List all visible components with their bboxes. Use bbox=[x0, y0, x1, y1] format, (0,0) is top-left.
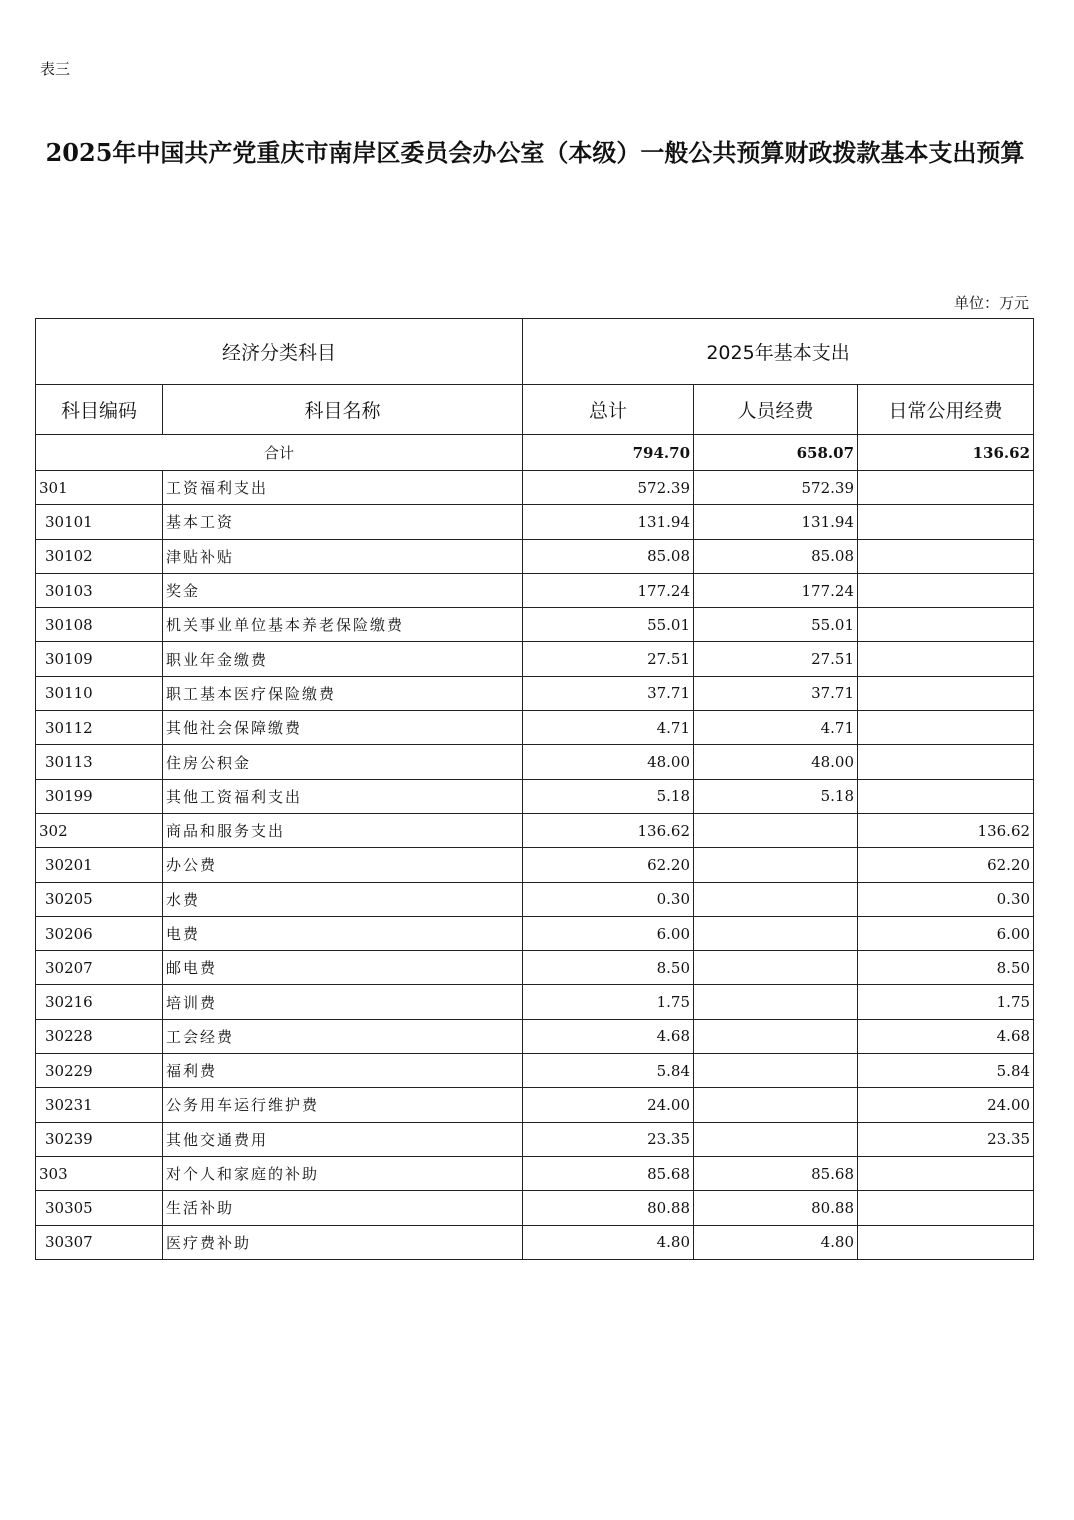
row-name-cell: 津贴补贴 bbox=[163, 539, 523, 573]
row-name-cell: 其他工资福利支出 bbox=[163, 779, 523, 813]
row-code-cell: 30199 bbox=[36, 779, 163, 813]
row-name-cell: 住房公积金 bbox=[163, 745, 523, 779]
row-personnel-cell bbox=[694, 1122, 858, 1156]
header-code: 科目编码 bbox=[36, 385, 163, 435]
row-code-cell: 30305 bbox=[36, 1191, 163, 1225]
row-personnel-cell: 572.39 bbox=[694, 471, 858, 505]
row-personnel-cell: 4.80 bbox=[694, 1225, 858, 1259]
table-row bbox=[36, 813, 1034, 847]
row-public-cell bbox=[858, 711, 1034, 745]
row-name-cell: 生活补助 bbox=[163, 1191, 523, 1225]
row-total-cell: 27.51 bbox=[523, 642, 694, 676]
row-personnel-cell: 85.68 bbox=[694, 1156, 858, 1190]
row-public-cell: 23.35 bbox=[858, 1122, 1034, 1156]
row-name-cell: 邮电费 bbox=[163, 951, 523, 985]
row-code-cell: 30201 bbox=[36, 848, 163, 882]
row-total-cell: 0.30 bbox=[523, 882, 694, 916]
row-total-cell: 85.08 bbox=[523, 539, 694, 573]
total-row bbox=[36, 435, 1034, 471]
row-public-cell bbox=[858, 1191, 1034, 1225]
row-code-cell: 301 bbox=[36, 471, 163, 505]
row-name-cell: 职工基本医疗保险缴费 bbox=[163, 676, 523, 710]
row-personnel-cell bbox=[694, 1054, 858, 1088]
row-code-cell: 30110 bbox=[36, 676, 163, 710]
table-row bbox=[36, 1225, 1034, 1259]
row-name-cell: 其他社会保障缴费 bbox=[163, 711, 523, 745]
row-public-cell: 4.68 bbox=[858, 1019, 1034, 1053]
header-group-row bbox=[36, 319, 1034, 385]
table-label: 表三 bbox=[40, 60, 71, 78]
row-public-cell: 5.84 bbox=[858, 1054, 1034, 1088]
row-code-cell: 30112 bbox=[36, 711, 163, 745]
table-row bbox=[36, 1088, 1034, 1122]
row-total-cell: 55.01 bbox=[523, 608, 694, 642]
row-code-cell: 302 bbox=[36, 813, 163, 847]
row-personnel-cell: 177.24 bbox=[694, 573, 858, 607]
row-public-cell bbox=[858, 676, 1034, 710]
row-public-cell: 8.50 bbox=[858, 951, 1034, 985]
row-total-cell: 572.39 bbox=[523, 471, 694, 505]
row-public-cell: 0.30 bbox=[858, 882, 1034, 916]
row-public-cell bbox=[858, 573, 1034, 607]
table-row bbox=[36, 745, 1034, 779]
unit-label: 单位：万元 bbox=[953, 294, 1029, 312]
row-name-cell: 工资福利支出 bbox=[163, 471, 523, 505]
header-personnel: 人员经费 bbox=[694, 385, 858, 435]
row-total-cell: 62.20 bbox=[523, 848, 694, 882]
table-row bbox=[36, 608, 1034, 642]
row-code-cell: 30207 bbox=[36, 951, 163, 985]
row-code-cell: 30228 bbox=[36, 1019, 163, 1053]
row-code-cell: 30206 bbox=[36, 916, 163, 950]
row-name-cell: 水费 bbox=[163, 882, 523, 916]
row-public-cell: 62.20 bbox=[858, 848, 1034, 882]
row-total-cell: 24.00 bbox=[523, 1088, 694, 1122]
row-total-cell: 80.88 bbox=[523, 1191, 694, 1225]
budget-table bbox=[35, 318, 1034, 1260]
table-row bbox=[36, 1191, 1034, 1225]
row-public-cell bbox=[858, 642, 1034, 676]
row-name-cell: 其他交通费用 bbox=[163, 1122, 523, 1156]
table-row bbox=[36, 1054, 1034, 1088]
row-total-cell: 1.75 bbox=[523, 985, 694, 1019]
row-name-cell: 电费 bbox=[163, 916, 523, 950]
row-public-cell: 24.00 bbox=[858, 1088, 1034, 1122]
table-row bbox=[36, 951, 1034, 985]
row-code-cell: 30103 bbox=[36, 573, 163, 607]
row-personnel-cell: 55.01 bbox=[694, 608, 858, 642]
row-name-cell: 奖金 bbox=[163, 573, 523, 607]
row-code-cell: 30216 bbox=[36, 985, 163, 1019]
row-personnel-cell bbox=[694, 951, 858, 985]
row-name-cell: 公务用车运行维护费 bbox=[163, 1088, 523, 1122]
row-personnel-cell bbox=[694, 882, 858, 916]
row-personnel-cell: 4.71 bbox=[694, 711, 858, 745]
row-personnel-cell bbox=[694, 1088, 858, 1122]
total-label: 合计 bbox=[36, 435, 523, 471]
row-public-cell: 6.00 bbox=[858, 916, 1034, 950]
row-personnel-cell bbox=[694, 916, 858, 950]
table-row bbox=[36, 916, 1034, 950]
total-personnel: 658.07 bbox=[694, 435, 858, 471]
row-public-cell: 1.75 bbox=[858, 985, 1034, 1019]
row-total-cell: 5.84 bbox=[523, 1054, 694, 1088]
row-name-cell: 工会经费 bbox=[163, 1019, 523, 1053]
row-total-cell: 85.68 bbox=[523, 1156, 694, 1190]
table-row bbox=[36, 779, 1034, 813]
table-row bbox=[36, 539, 1034, 573]
header-column-row bbox=[36, 385, 1034, 435]
table-row bbox=[36, 676, 1034, 710]
table-row bbox=[36, 471, 1034, 505]
row-total-cell: 177.24 bbox=[523, 573, 694, 607]
row-code-cell: 30205 bbox=[36, 882, 163, 916]
row-personnel-cell: 37.71 bbox=[694, 676, 858, 710]
table-row bbox=[36, 505, 1034, 539]
header-economic-classification: 经济分类科目 bbox=[36, 319, 523, 385]
row-public-cell bbox=[858, 745, 1034, 779]
row-public-cell bbox=[858, 1225, 1034, 1259]
row-personnel-cell: 131.94 bbox=[694, 505, 858, 539]
row-code-cell: 30307 bbox=[36, 1225, 163, 1259]
table-row bbox=[36, 711, 1034, 745]
row-total-cell: 131.94 bbox=[523, 505, 694, 539]
row-public-cell bbox=[858, 471, 1034, 505]
row-total-cell: 8.50 bbox=[523, 951, 694, 985]
row-total-cell: 5.18 bbox=[523, 779, 694, 813]
total-sum: 794.70 bbox=[523, 435, 694, 471]
row-personnel-cell: 5.18 bbox=[694, 779, 858, 813]
row-name-cell: 商品和服务支出 bbox=[163, 813, 523, 847]
row-name-cell: 基本工资 bbox=[163, 505, 523, 539]
header-name: 科目名称 bbox=[163, 385, 523, 435]
row-name-cell: 办公费 bbox=[163, 848, 523, 882]
table-row bbox=[36, 573, 1034, 607]
row-total-cell: 4.80 bbox=[523, 1225, 694, 1259]
row-personnel-cell bbox=[694, 1019, 858, 1053]
row-code-cell: 30231 bbox=[36, 1088, 163, 1122]
row-total-cell: 23.35 bbox=[523, 1122, 694, 1156]
row-personnel-cell bbox=[694, 848, 858, 882]
row-code-cell: 30109 bbox=[36, 642, 163, 676]
total-public: 136.62 bbox=[858, 435, 1034, 471]
row-name-cell: 医疗费补助 bbox=[163, 1225, 523, 1259]
row-total-cell: 4.71 bbox=[523, 711, 694, 745]
row-personnel-cell bbox=[694, 813, 858, 847]
row-name-cell: 机关事业单位基本养老保险缴费 bbox=[163, 608, 523, 642]
row-name-cell: 福利费 bbox=[163, 1054, 523, 1088]
row-code-cell: 30113 bbox=[36, 745, 163, 779]
row-code-cell: 303 bbox=[36, 1156, 163, 1190]
row-public-cell bbox=[858, 779, 1034, 813]
row-public-cell: 136.62 bbox=[858, 813, 1034, 847]
header-public: 日常公用经费 bbox=[858, 385, 1034, 435]
row-code-cell: 30108 bbox=[36, 608, 163, 642]
row-name-cell: 对个人和家庭的补助 bbox=[163, 1156, 523, 1190]
row-public-cell bbox=[858, 505, 1034, 539]
table-row bbox=[36, 882, 1034, 916]
row-personnel-cell bbox=[694, 985, 858, 1019]
table-row bbox=[36, 642, 1034, 676]
row-total-cell: 48.00 bbox=[523, 745, 694, 779]
row-personnel-cell: 27.51 bbox=[694, 642, 858, 676]
row-total-cell: 4.68 bbox=[523, 1019, 694, 1053]
row-total-cell: 136.62 bbox=[523, 813, 694, 847]
header-total: 总计 bbox=[523, 385, 694, 435]
row-code-cell: 30229 bbox=[36, 1054, 163, 1088]
row-total-cell: 6.00 bbox=[523, 916, 694, 950]
table-row bbox=[36, 848, 1034, 882]
row-personnel-cell: 48.00 bbox=[694, 745, 858, 779]
row-public-cell bbox=[858, 1156, 1034, 1190]
row-public-cell bbox=[858, 539, 1034, 573]
row-personnel-cell: 85.08 bbox=[694, 539, 858, 573]
table-row bbox=[36, 1019, 1034, 1053]
row-public-cell bbox=[858, 608, 1034, 642]
table-row bbox=[36, 985, 1034, 1019]
row-name-cell: 职业年金缴费 bbox=[163, 642, 523, 676]
table-row bbox=[36, 1122, 1034, 1156]
table-row bbox=[36, 1156, 1034, 1190]
document-title: 2025年中国共产党重庆市南岸区委员会办公室（本级）一般公共预算财政拨款基本支出预算 bbox=[45, 138, 1025, 167]
row-code-cell: 30101 bbox=[36, 505, 163, 539]
header-basic-expenditure: 2025年基本支出 bbox=[523, 319, 1034, 385]
row-name-cell: 培训费 bbox=[163, 985, 523, 1019]
row-code-cell: 30239 bbox=[36, 1122, 163, 1156]
row-personnel-cell: 80.88 bbox=[694, 1191, 858, 1225]
row-total-cell: 37.71 bbox=[523, 676, 694, 710]
row-code-cell: 30102 bbox=[36, 539, 163, 573]
